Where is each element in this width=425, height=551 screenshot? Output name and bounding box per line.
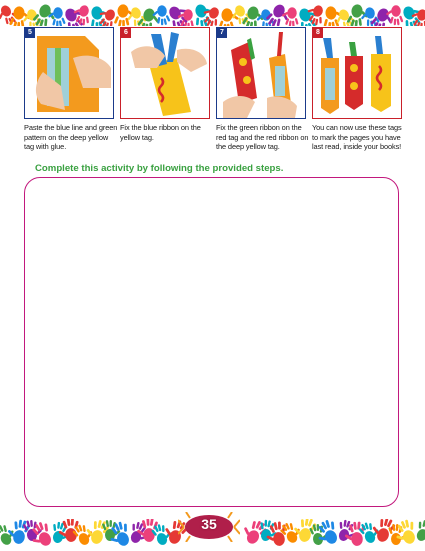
- step-7-image: [216, 27, 306, 119]
- step-caption: You can now use these tags to mark the pages you have last read, inside your books!: [312, 123, 402, 152]
- step-caption: Fix the green ribbon on the red tag and the red ribbon on the deep yellow tag.: [216, 123, 309, 152]
- step-number: 8: [313, 28, 323, 38]
- step-8-image: [312, 27, 402, 119]
- fix-ribbon-illustration: [121, 28, 209, 118]
- step-number: 5: [25, 28, 35, 38]
- step-8: [312, 27, 402, 152]
- step-6-image: [120, 27, 210, 119]
- steps-row: [24, 27, 404, 167]
- step-7: [216, 27, 309, 152]
- handprint-icon: [151, 5, 171, 26]
- step-number: 6: [121, 28, 131, 38]
- handprint-icon: [412, 519, 425, 545]
- finished-tags-illustration: [313, 28, 401, 118]
- paste-pattern-illustration: [25, 28, 113, 118]
- fix-two-ribbons-illustration: [217, 28, 305, 118]
- step-caption: Paste the blue line and green pattern on the deep yellow tag with glue.: [24, 123, 118, 152]
- activity-drawing-area[interactable]: [24, 177, 399, 507]
- handprint-border-top: [0, 0, 425, 26]
- step-5-image: [24, 27, 114, 119]
- step-6: [120, 27, 210, 142]
- activity-instruction: Complete this activity by following the provided steps.: [35, 163, 284, 174]
- step-caption: Fix the blue ribbon on the yellow tag.: [120, 123, 201, 142]
- page-number: 35: [201, 516, 217, 532]
- step-5: [24, 27, 118, 152]
- step-number: 7: [217, 28, 227, 38]
